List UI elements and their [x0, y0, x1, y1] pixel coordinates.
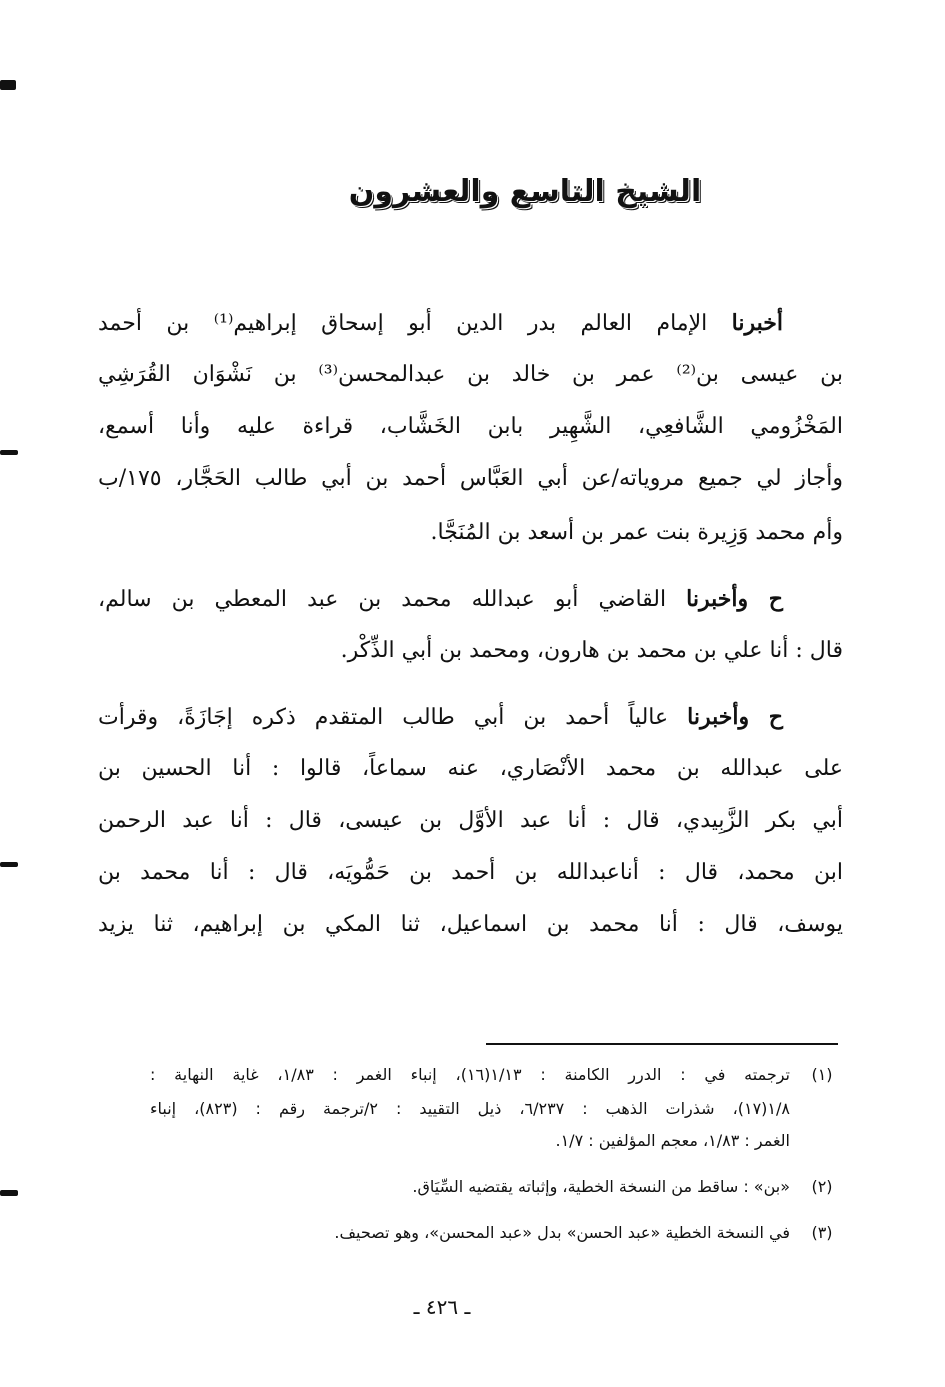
line-text: قال : أنا علي بن محمد بن هارون، ومحمد بن أبي الذِّكْر.: [340, 638, 843, 663]
footnote-number: (١): [811, 1065, 833, 1084]
footnote-2: [150, 1170, 840, 1204]
scan-mark: [0, 1190, 18, 1196]
footnote-text: في النسخة الخطية «عبد الحسن» بدل «عبد المحسن»، وهو تصحيف.: [334, 1223, 790, 1242]
line-text: يوسف، قال : أنا محمد بن اسماعيل، ثنا المكي بن إبراهيم، ثنا يزيد: [98, 912, 843, 937]
text-line: [98, 853, 843, 893]
text-line: [98, 801, 843, 841]
line-text: عالياً أحمد بن أبي طالب المتقدم ذكره إجَازَةً، وقرأت: [98, 705, 669, 730]
text-line: [98, 749, 843, 789]
lead-word: ح وأخبرنا: [687, 704, 783, 730]
line-text: وأم محمد وَزِيرة بنت عمر بن أسعد بن المُنَجَّا.: [430, 520, 843, 545]
main-text: [98, 303, 843, 963]
line-text: الإمام العالم بدر الدين أبو إسحاق إبراهيم⁽¹⁾ بن أحمد: [98, 311, 708, 336]
footnote-number: (٣): [811, 1223, 833, 1242]
lead-word: أخبرنا: [731, 310, 783, 336]
page-number: ـ ٤٢٦ ـ: [413, 1295, 471, 1319]
text-line: [98, 697, 843, 737]
line-text: المَخْزُومي الشَّافعِي، الشَّهِير بابن الخَشَّاب، قراءة عليه وأنا أسمع،: [98, 414, 843, 439]
footnote-3: [150, 1216, 840, 1250]
lead-word: ح وأخبرنا: [686, 586, 783, 612]
text-line: [98, 579, 843, 619]
footnotes: [150, 1058, 840, 1258]
line-text: أبي بكر الزَّبِيدي، قال : أنا عبد الأوَّل بن عيسى، قال : أنا عبد الرحمن: [98, 808, 843, 833]
line-text: القاضي أبو عبدالله محمد بن عبد المعطي بن سالم،: [98, 587, 667, 612]
text-line: [98, 407, 843, 447]
line-text: ابن محمد، قال : أناعبدالله بن أحمد بن حَمُّويَه، قال : أنا محمد بن: [98, 860, 843, 885]
footnote-1: [150, 1058, 840, 1092]
scan-mark: [0, 862, 18, 867]
text-line: [98, 631, 843, 671]
text-line: [98, 303, 843, 343]
text-line: [98, 513, 843, 553]
line-text: وأجاز لي جميع مروياته/عن أبي العَبَّاس أحمد بن أبي طالب الحَجَّار، ١٧٥/ب: [98, 466, 843, 491]
text-line: [98, 459, 843, 499]
footnote-text: الغمر : ١/٨٣، معجم المؤلفين : ١/٧.: [555, 1131, 790, 1150]
scan-mark: [0, 80, 16, 90]
footnote-1-cont: [150, 1124, 840, 1158]
footnote-text: ١/٨(١٧)، شذرات الذهب : ٦/٢٣٧، ذيل التقييد : ٢/ترجمة رقم : (٨٢٣)، إنباء: [150, 1099, 790, 1118]
page-title: الشيخ التاسع والعشرون: [348, 174, 702, 209]
line-text: على عبدالله بن محمد الأنْصَاري، عنه سماعاً، قالوا : أنا الحسين بن: [98, 756, 843, 781]
footnote-text: «بن» : ساقط من النسخة الخطية، وإثباته يقتضيه السِّيَاق.: [412, 1177, 790, 1196]
line-text: بن عيسى بن⁽²⁾ عمر بن خالد بن عبدالمحسن⁽³⁾ بن نَشْوَان القُرَشِي: [98, 362, 843, 387]
text-line: [98, 905, 843, 945]
scan-mark: [0, 450, 18, 455]
footnote-divider: [486, 1043, 838, 1045]
text-line: [98, 355, 843, 395]
footnote-1-cont: [150, 1092, 840, 1126]
footnote-text: ترجمته في : الدرر الكامنة : ١/١٣(١٦)، إنباء الغمر : ١/٨٣، غاية النهاية :: [150, 1065, 791, 1084]
footnote-number: (٢): [811, 1177, 833, 1196]
